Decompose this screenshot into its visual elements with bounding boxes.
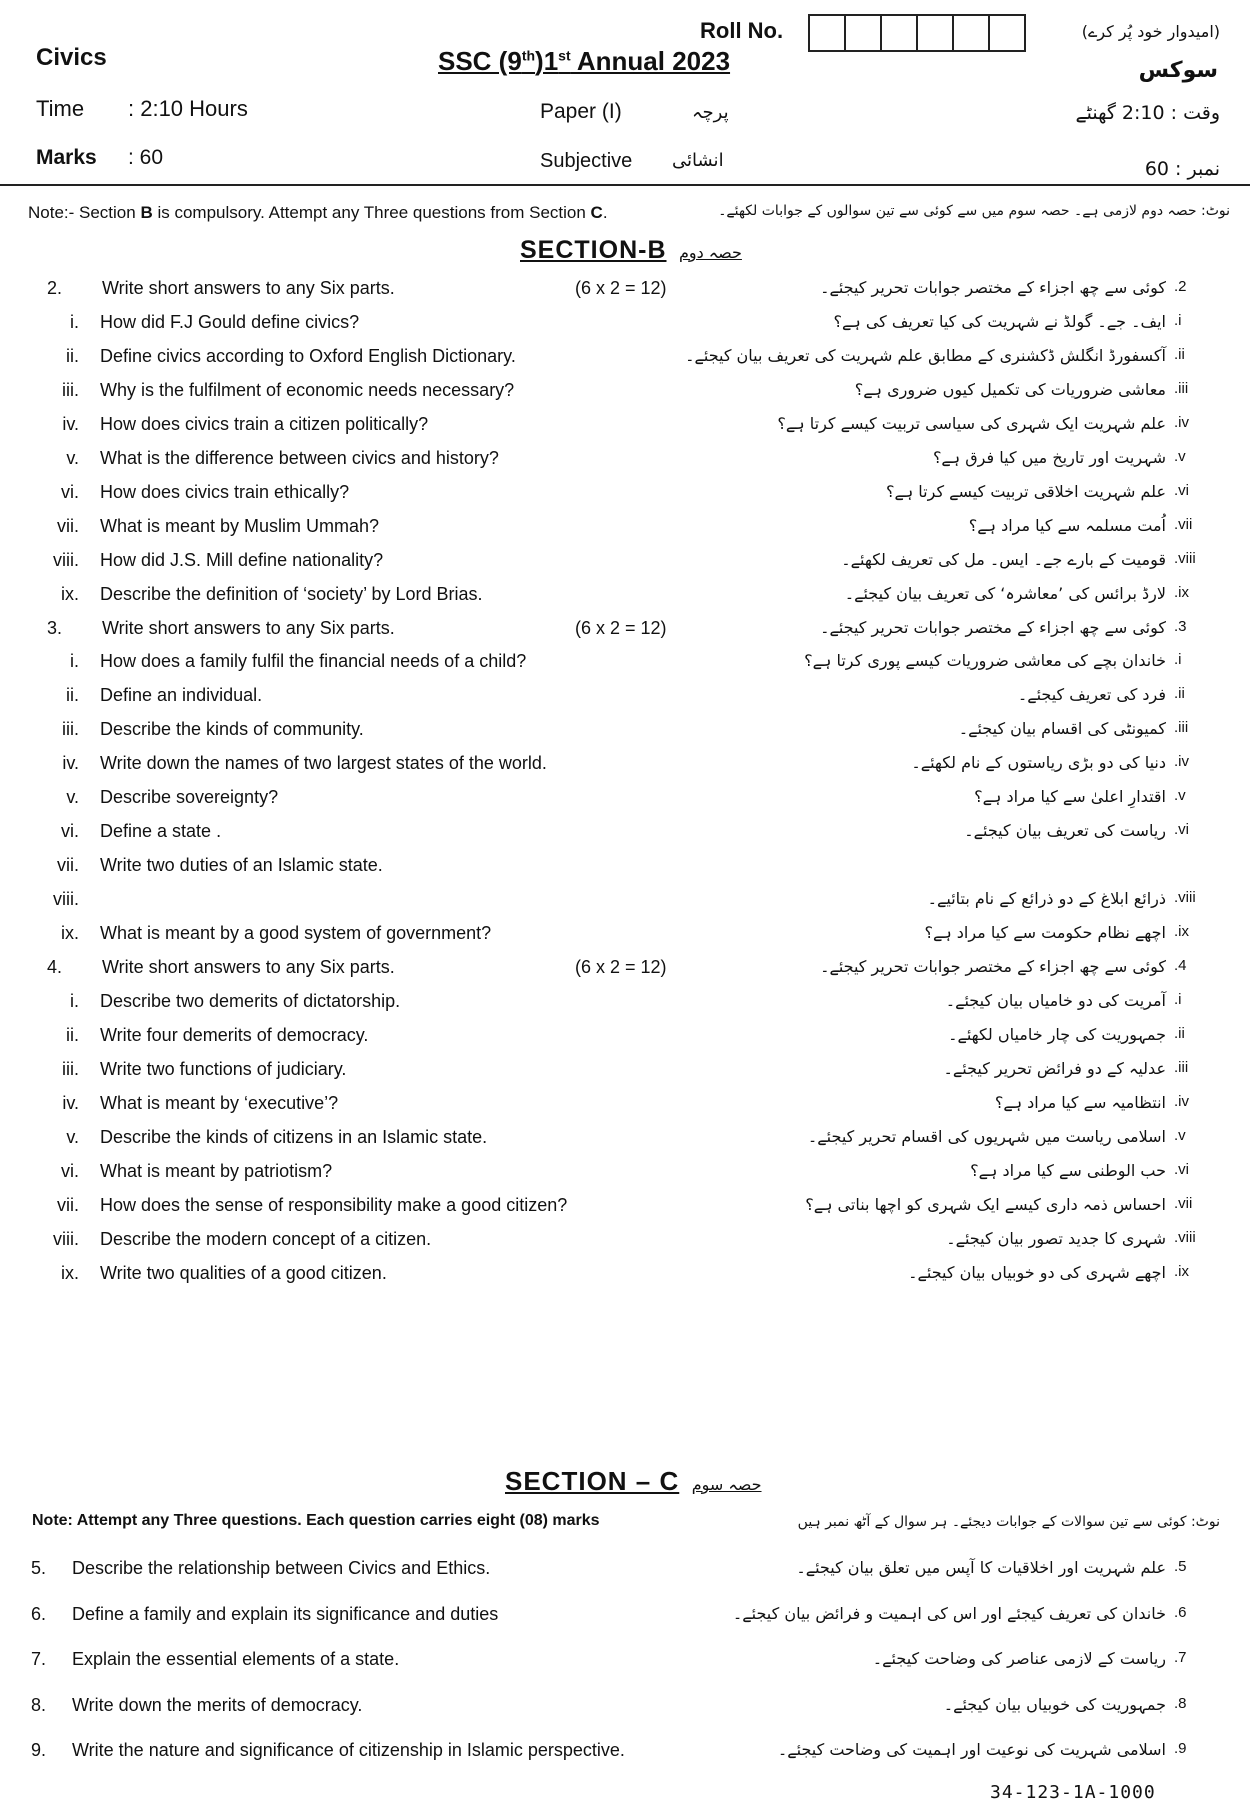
part-number: iii. <box>62 379 79 400</box>
question-number-urdu: .4 <box>1174 957 1187 974</box>
question-part-row <box>0 312 1250 342</box>
part-number: i. <box>70 311 79 332</box>
part-number: iii. <box>62 1058 79 1079</box>
question-part-row <box>0 346 1250 376</box>
part-number: ix. <box>61 923 79 943</box>
part-text: How did F.J Gould define civics? <box>100 311 360 332</box>
part-number-urdu: .viii <box>1174 889 1196 906</box>
part-text: How did J.S. Mill define nationality? <box>100 549 384 570</box>
part-text: Describe the modern concept of a citizen. <box>100 1228 432 1249</box>
part-text: Define a state . <box>100 821 222 841</box>
part-number-urdu: .iii <box>1174 1058 1189 1076</box>
question-number-urdu: .2 <box>1174 278 1187 295</box>
question-part-row <box>0 651 1250 681</box>
paper-label-urdu: پرچہ <box>692 102 729 123</box>
part-text-urdu: ریاست کی تعریف بیان کیجئے۔ <box>964 821 1166 840</box>
part-text-urdu: دنیا کی دو بڑی ریاستوں کے نام لکھئے۔ <box>911 753 1166 772</box>
part-number: vii. <box>57 855 79 875</box>
section-c-title-urdu: حصہ سوم <box>691 1475 762 1494</box>
note-section-c-urdu: نوٹ: کوئی سے تین سوالات کے جوابات دیجئے۔ ہر سوال کے آٹھ نمبر ہیں <box>797 1514 1220 1530</box>
part-text-urdu: انتظامیہ سے کیا مراد ہے؟ <box>994 1092 1166 1112</box>
question-part-row <box>0 685 1250 715</box>
question-row <box>0 278 1250 308</box>
part-text-urdu: شہریت اور تاریخ میں کیا فرق ہے؟ <box>932 447 1166 467</box>
exam-title-part: )1 <box>535 46 559 76</box>
part-text: How does civics train ethically? <box>100 481 350 502</box>
exam-title-sup: st <box>558 47 571 64</box>
question-number-urdu: .3 <box>1174 617 1187 635</box>
note-bold: B <box>140 203 153 222</box>
part-number-urdu: .ii <box>1174 345 1185 363</box>
part-number-urdu: .iii <box>1174 379 1189 397</box>
long-question-number: 7. <box>30 1649 46 1669</box>
part-text-urdu: لارڈ برائس کی ’معاشرہ‘ کی تعریف بیان کیجئے۔ <box>844 583 1166 603</box>
part-text: How does a family fulfil the financial needs of a child? <box>100 651 527 671</box>
question-number: 4. <box>46 957 62 977</box>
roll-box[interactable] <box>880 14 918 52</box>
part-text-urdu: ذرائع ابلاغ کے دو ذرائع کے نام بتائیے۔ <box>927 889 1166 908</box>
exam-title-part: SSC (9 <box>438 46 522 76</box>
time-value: : 2:10 Hours <box>128 96 248 121</box>
long-question-text: Define a family and explain its significance and duties <box>72 1603 499 1624</box>
question-text-urdu: کوئی سے چھ اجزاء کے مختصر جوابات تحریر کیجئے۔ <box>820 278 1166 297</box>
long-question-number: 8. <box>30 1694 46 1715</box>
note-section-b-urdu: نوٹ: حصہ دوم لازمی ہے۔ حصہ سوم میں سے کوئی سے تین سوالوں کے جوابات لکھئے۔ <box>718 203 1230 219</box>
long-question-text-urdu: اسلامی شہریت کی نوعیت اور اہمیت کی وضاحت کیجئے۔ <box>777 1740 1166 1759</box>
question-part-row <box>0 414 1250 444</box>
part-text-urdu: عدلیہ کے دو فرائض تحریر کیجئے۔ <box>943 1058 1166 1078</box>
roll-box[interactable] <box>952 14 990 52</box>
subjective-label-urdu: انشائی <box>672 150 724 171</box>
part-text-urdu: قومیت کے بارے جے۔ ایس۔ مل کی تعریف لکھئے۔ <box>841 549 1166 569</box>
part-number-urdu: .vi <box>1174 1160 1189 1178</box>
note-text: is compulsory. Attempt any Three questions from Section <box>152 203 591 222</box>
question-part-row <box>0 1127 1250 1157</box>
part-number-urdu: .ix <box>1174 1262 1189 1280</box>
part-text: How does the sense of responsibility make a good citizen? <box>100 1194 568 1215</box>
time-urdu: وقت : 2:10 گھنٹے <box>1075 102 1220 124</box>
header-divider <box>0 184 1250 186</box>
part-number-urdu: .viii <box>1174 1228 1196 1246</box>
question-part-row <box>0 1229 1250 1259</box>
part-text: What is meant by patriotism? <box>100 1160 333 1181</box>
note-section-b <box>28 203 608 223</box>
part-text-urdu: آکسفورڈ انگلش ڈکشنری کے مطابق علم شہریت کی تعریف بیان کیجئے۔ <box>685 345 1166 365</box>
part-number-urdu: .iv <box>1174 413 1189 431</box>
question-part-row <box>0 448 1250 478</box>
part-number: viii. <box>53 889 79 909</box>
question-part-row <box>0 855 1250 885</box>
section-c-title: SECTION – C <box>505 1466 680 1496</box>
part-number: viii. <box>53 1228 79 1249</box>
part-text: What is meant by Muslim Ummah? <box>100 515 380 536</box>
part-number: v. <box>66 1126 79 1147</box>
long-question-text-urdu: جمہوریت کی خوبیاں بیان کیجئے۔ <box>943 1694 1166 1714</box>
part-text-urdu: اسلامی ریاست میں شہریوں کی اقسام تحریر کیجئے۔ <box>807 1126 1166 1146</box>
marks-label: Marks <box>36 146 97 169</box>
long-question-text-urdu: خاندان کی تعریف کیجئے اور اس کی اہمیت و فرائض بیان کیجئے۔ <box>732 1603 1166 1623</box>
question-part-row <box>0 584 1250 614</box>
part-number-urdu: .iii <box>1174 719 1189 736</box>
roll-label: Roll No. <box>700 18 784 43</box>
question-text: Write short answers to any Six parts. <box>102 957 395 977</box>
part-number-urdu: .ii <box>1174 685 1185 702</box>
part-text: What is meant by ‘executive’? <box>100 1092 339 1113</box>
part-text: Write down the names of two largest states of the world. <box>100 753 547 773</box>
part-text-urdu: معاشی ضروریات کی تکمیل کیوں ضروری ہے؟ <box>854 379 1166 399</box>
part-number-urdu: .viii <box>1174 549 1196 567</box>
part-text: Describe the kinds of citizens in an Islamic state. <box>100 1126 488 1147</box>
roll-box[interactable] <box>988 14 1026 52</box>
section-b-title: SECTION-B <box>520 236 667 264</box>
part-text: Write four demerits of democracy. <box>100 1024 369 1045</box>
part-number: vi. <box>61 1160 79 1181</box>
long-question-number: 9. <box>30 1740 46 1760</box>
question-text: Write short answers to any Six parts. <box>102 617 395 638</box>
long-question-row <box>0 1649 1250 1679</box>
part-text: How does civics train a citizen politically? <box>100 413 429 434</box>
part-number: vii. <box>57 515 79 536</box>
part-text-urdu: اچھے نظام حکومت سے کیا مراد ہے؟ <box>924 923 1166 942</box>
question-number: 3. <box>46 617 62 638</box>
question-part-row <box>0 380 1250 410</box>
part-number: v. <box>66 787 79 807</box>
long-question-number-urdu: .9 <box>1174 1740 1187 1757</box>
part-number-urdu: .ix <box>1174 583 1189 601</box>
part-text-urdu: حب الوطنی سے کیا مراد ہے؟ <box>970 1160 1166 1180</box>
question-text-urdu: کوئی سے چھ اجزاء کے مختصر جوابات تحریر کیجئے۔ <box>820 617 1166 637</box>
long-question-text-urdu: علم شہریت اور اخلاقیات کا آپس میں تعلق بیان کیجئے۔ <box>796 1558 1166 1577</box>
question-part-row <box>0 1195 1250 1225</box>
long-question-row <box>0 1740 1250 1770</box>
part-number: ii. <box>66 1024 79 1045</box>
question-marks: (6 x 2 = 12) <box>575 617 667 638</box>
long-question-number-urdu: .6 <box>1174 1603 1187 1621</box>
part-number: ix. <box>61 1262 79 1283</box>
question-part-row <box>0 1161 1250 1191</box>
section-c-heading <box>505 1466 762 1497</box>
part-number-urdu: .iv <box>1174 753 1189 770</box>
roll-box[interactable] <box>808 14 846 52</box>
paper-code: 34-123-1A-1000 <box>990 1782 1156 1803</box>
part-number-urdu: .iv <box>1174 1092 1189 1110</box>
subjective-label: Subjective <box>540 150 633 172</box>
long-question-text: Write the nature and significance of citizenship in Islamic perspective. <box>72 1740 625 1760</box>
part-text-urdu: اچھے شہری کی دو خوبیاں بیان کیجئے۔ <box>908 1262 1166 1282</box>
question-part-row <box>0 787 1250 817</box>
part-number-urdu: .i <box>1174 990 1182 1008</box>
part-number-urdu: .v <box>1174 787 1186 804</box>
marks-urdu: نمبر : 60 <box>1144 158 1220 180</box>
part-number: v. <box>66 447 79 468</box>
part-text-urdu: علم شہریت ایک شہری کی سیاسی تربیت کیسے کرتا ہے؟ <box>777 413 1166 433</box>
part-number: iv. <box>62 413 79 434</box>
long-question-number-urdu: .5 <box>1174 1558 1187 1575</box>
part-text: Define an individual. <box>100 685 263 705</box>
part-text: Why is the fulfilment of economic needs necessary? <box>100 379 515 400</box>
part-text-urdu: احساس ذمہ داری کیسے ایک شہری کو اچھا بناتی ہے؟ <box>805 1194 1166 1214</box>
subject-title-urdu: سوکس <box>1138 58 1218 83</box>
part-number: iv. <box>62 753 79 773</box>
question-part-row <box>0 923 1250 953</box>
roll-number-boxes[interactable] <box>810 14 1026 52</box>
part-number-urdu: .vii <box>1174 1194 1193 1212</box>
roll-note-urdu: (امیدوار خود پُر کرے) <box>1081 22 1220 41</box>
part-text: Describe two demerits of dictatorship. <box>100 990 401 1011</box>
question-text-urdu: کوئی سے چھ اجزاء کے مختصر جوابات تحریر کیجئے۔ <box>820 957 1166 976</box>
part-text: Write two functions of judiciary. <box>100 1058 347 1079</box>
part-number-urdu: .v <box>1174 447 1186 465</box>
part-text-urdu: فرد کی تعریف کیجئے۔ <box>1017 685 1166 704</box>
part-number-urdu: .vi <box>1174 821 1189 838</box>
question-text: Write short answers to any Six parts. <box>102 278 395 298</box>
note-bold: C <box>590 203 603 222</box>
part-number: iii. <box>62 719 79 739</box>
part-text: Describe sovereignty? <box>100 787 279 807</box>
long-question-text: Describe the relationship between Civics and Ethics. <box>72 1558 491 1578</box>
part-text-urdu: کمیونٹی کی اقسام بیان کیجئے۔ <box>958 719 1166 738</box>
part-text: What is the difference between civics and history? <box>100 447 499 468</box>
part-number: vii. <box>57 1194 79 1215</box>
part-number-urdu: .ii <box>1174 1024 1185 1042</box>
question-part-row <box>0 1059 1250 1089</box>
part-text: Define civics according to Oxford English Dictionary. <box>100 345 516 366</box>
section-b-title-urdu: حصہ دوم <box>678 243 742 262</box>
part-number: ix. <box>61 583 79 604</box>
long-question-text: Write down the merits of democracy. <box>72 1694 363 1715</box>
marks-value: : 60 <box>128 146 164 169</box>
paper-label: Paper (I) <box>540 100 622 123</box>
part-text: Describe the definition of ‘society’ by Lord Brias. <box>100 583 483 604</box>
long-question-number-urdu: .7 <box>1174 1649 1187 1666</box>
part-text-urdu: آمریت کی دو خامیاں بیان کیجئے۔ <box>945 990 1166 1010</box>
question-part-row <box>0 482 1250 512</box>
long-question-row <box>0 1604 1250 1634</box>
part-number: vi. <box>61 481 79 502</box>
question-part-row <box>0 550 1250 580</box>
subject-title: Civics <box>36 44 107 71</box>
part-text: Write two qualities of a good citizen. <box>100 1262 387 1283</box>
part-number: ii. <box>66 685 79 705</box>
part-text: Write two duties of an Islamic state. <box>100 855 383 875</box>
question-part-row <box>0 889 1250 919</box>
exam-title-part: Annual 2023 <box>570 46 731 76</box>
part-text-urdu: شہری کا جدید تصور بیان کیجئے۔ <box>946 1228 1166 1248</box>
part-number: i. <box>70 990 79 1011</box>
exam-title-sup: th <box>521 47 536 64</box>
long-question-row <box>0 1695 1250 1725</box>
part-number: iv. <box>62 1092 79 1113</box>
roll-box[interactable] <box>916 14 954 52</box>
part-number-urdu: .i <box>1174 651 1182 668</box>
note-end: . <box>602 203 608 222</box>
long-question-number: 6. <box>30 1603 46 1624</box>
part-number-urdu: .vi <box>1174 481 1189 499</box>
part-number: i. <box>70 651 79 671</box>
part-text-urdu: اقتدارِ اعلیٰ سے کیا مراد ہے؟ <box>974 787 1166 806</box>
roll-box[interactable] <box>844 14 882 52</box>
time-label: Time <box>36 96 85 121</box>
part-text-urdu: جمہوریت کی چار خامیاں لکھئے۔ <box>948 1024 1166 1044</box>
part-number-urdu: .i <box>1174 311 1182 329</box>
long-question-row <box>0 1558 1250 1588</box>
note-section-c: Note: Attempt any Three questions. Each question carries eight (08) marks <box>32 1512 600 1529</box>
question-part-row <box>0 1093 1250 1123</box>
question-marks: (6 x 2 = 12) <box>575 278 667 298</box>
question-part-row <box>0 991 1250 1021</box>
long-question-number: 5. <box>30 1558 46 1578</box>
question-part-row <box>0 1025 1250 1055</box>
part-number-urdu: .v <box>1174 1126 1186 1144</box>
question-marks: (6 x 2 = 12) <box>575 957 667 977</box>
question-row <box>0 957 1250 987</box>
part-text-urdu: اُمت مسلمہ سے کیا مراد ہے؟ <box>968 515 1166 535</box>
part-number: vi. <box>61 821 79 841</box>
long-question-text-urdu: ریاست کے لازمی عناصر کی وضاحت کیجئے۔ <box>872 1649 1166 1668</box>
part-text: Describe the kinds of community. <box>100 719 364 739</box>
long-question-number-urdu: .8 <box>1174 1694 1187 1712</box>
question-part-row <box>0 1263 1250 1293</box>
question-part-row <box>0 821 1250 851</box>
part-number: viii. <box>53 549 79 570</box>
question-part-row <box>0 516 1250 546</box>
question-part-row <box>0 753 1250 783</box>
part-text-urdu: علم شہریت اخلاقی تربیت کیسے کرتا ہے؟ <box>885 481 1166 501</box>
exam-title <box>438 46 730 77</box>
part-number-urdu: .vii <box>1174 515 1193 533</box>
part-text-urdu: خاندان بچے کی معاشی ضروریات کیسے پوری کرتا ہے؟ <box>804 651 1166 670</box>
long-question-text: Explain the essential elements of a state. <box>72 1649 400 1669</box>
question-row <box>0 618 1250 648</box>
question-part-row <box>0 719 1250 749</box>
section-b-heading <box>520 236 742 265</box>
part-text-urdu: ایف۔ جے۔ گولڈ نے شہریت کی کیا تعریف کی ہے؟ <box>833 311 1166 331</box>
question-number: 2. <box>46 278 62 298</box>
part-number-urdu: .ix <box>1174 923 1189 940</box>
part-number: ii. <box>66 345 79 366</box>
note-prefix: Note:- Section <box>28 203 141 222</box>
part-text: What is meant by a good system of government? <box>100 923 492 943</box>
